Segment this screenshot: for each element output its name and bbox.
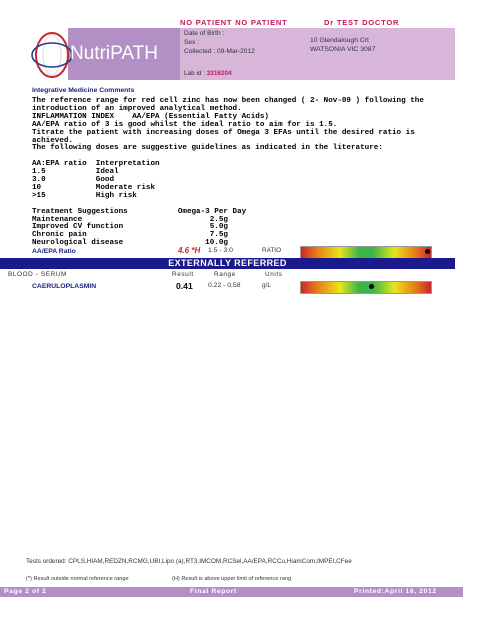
external-test-range: 0.22 - 0.58: [208, 282, 241, 289]
comment-line: Titrate the patient with increasing doses of Omega 3 EFAs until the desired ratio is: [32, 128, 415, 137]
comment-line: 1.5 Ideal: [32, 168, 119, 177]
comment-line: 3.0 Good: [32, 176, 115, 184]
comment-line: Maintenance 2.5g: [32, 215, 228, 224]
logo-text: NutriPATH: [70, 43, 158, 64]
collected-row: [184, 48, 255, 55]
patient-name: NO PATIENT NO PATIENT: [180, 18, 288, 27]
comment-line: >15 High risk: [32, 191, 137, 200]
ratio-test-value: 4.6 *H: [178, 246, 201, 255]
collected-value: 09-Mar-2012: [217, 48, 255, 55]
tests-ordered: [26, 558, 352, 565]
comment-line: introduction of an improved analytical method.: [32, 104, 242, 113]
external-range-bar: [300, 281, 432, 294]
doctor-address: [310, 36, 375, 54]
printed-date: Printed:April 16, 2012: [354, 588, 437, 595]
collected-label: Collected :: [184, 48, 216, 55]
address-line-1: 10 Glendalough Crt: [310, 37, 369, 44]
external-test-value: 0.41: [176, 281, 193, 291]
comment-line: Neurological disease 10.0g: [32, 239, 228, 248]
col-range: Range: [214, 271, 236, 278]
report-status: Final Report: [190, 588, 237, 595]
lab-id-label: Lab id :: [184, 70, 205, 77]
ratio-marker: [425, 249, 430, 254]
section-title: Integrative Medicine Comments: [32, 87, 135, 94]
address-line-2: WATSONIA VIC 3087: [310, 46, 376, 53]
col-result: Result: [172, 271, 194, 278]
comment-line: AA:EPA ratio Interpretation: [32, 160, 160, 169]
doctor-name: Dr TEST DOCTOR: [324, 18, 400, 27]
external-test-unit: g/L: [262, 282, 271, 289]
lab-id-value: 3316204: [206, 70, 232, 77]
legend-high: (H) Result is above upper limit of reference rang: [172, 576, 292, 582]
lab-id-row: [180, 70, 459, 80]
tests-ordered-label: Tests ordered:: [26, 558, 67, 565]
ratio-test-range: 1.5 - 3.0: [208, 247, 233, 254]
tests-ordered-list: CPLS,HIAM,REDZN,RCMG,UBI,Lipo (a),RT3,IMCOM,RCSel,AA/EPA,RCCu,HiamCom,IMPEI,CFee: [68, 558, 352, 565]
comment-line: 10 Moderate risk: [32, 183, 156, 192]
specimen-label: BLOOD - SERUM: [8, 271, 67, 278]
comment-line: The reference range for red cell zinc has now been changed ( 2- Nov-09 ) following the: [32, 97, 424, 105]
legend-outside: (*) Result outside normal reference range: [26, 576, 129, 582]
external-title: EXTERNALLY REFERRED: [168, 258, 287, 268]
comment-line: Chronic pain 7.5g: [32, 231, 228, 240]
comment-line: INFLAMMATION INDEX AA/EPA (Essential Fatty Acids): [32, 112, 269, 121]
sex-label: Sex :: [184, 39, 200, 46]
comment-line: achieved.: [32, 136, 74, 145]
dob-label: Date of Birth :: [184, 30, 225, 37]
page-number: Page 2 of 2: [4, 588, 47, 595]
ratio-test-unit: RATIO: [262, 247, 282, 254]
external-test-name: CAERULOPLASMIN: [32, 283, 97, 290]
comment-line: Improved CV function 5.0g: [32, 223, 228, 232]
comment-line: AA/EPA ratio of 3 is good whilst the ideal ratio to aim for is 1.5.: [32, 120, 338, 129]
comment-line: Treatment Suggestions Omega-3 Per Day: [32, 207, 247, 216]
col-units: Units: [265, 271, 283, 278]
comment-line: The following doses are suggestive guidelines as indicated in the literature:: [32, 144, 383, 153]
ratio-test-name: AA/EPA Ratio: [32, 248, 76, 255]
nutripath-logo-icon: [30, 30, 74, 80]
external-marker: [369, 284, 374, 289]
